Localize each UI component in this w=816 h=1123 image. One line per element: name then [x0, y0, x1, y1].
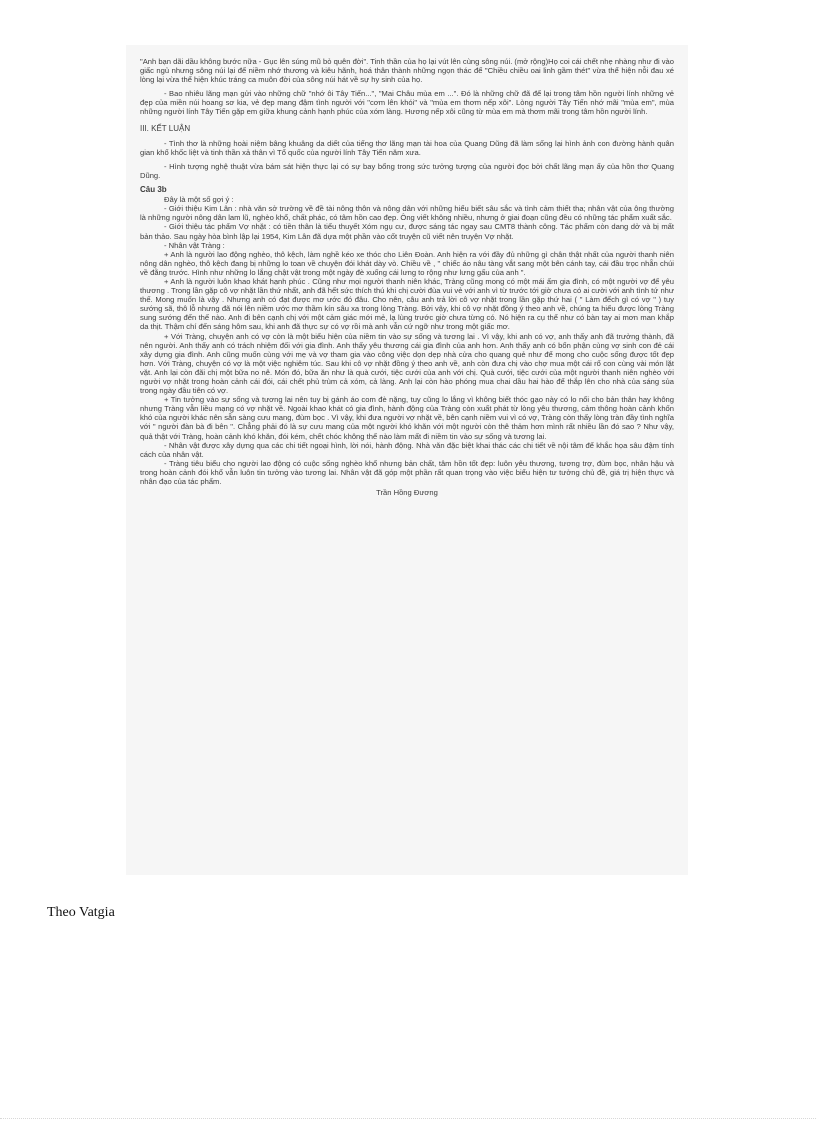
- paragraph: - Giới thiệu Kim Lân : nhà văn sở trường về đề tài nông thôn và nông dân với những hiểu biết sâu sắc và tình cảm thiết tha; nhân vật của ông thường là những người nông dân lam lũ, nghèo khổ, chất phác, có tâm hồn cao đẹp. Ông viết không nhiều, nhưng ở giai đoạn cũng đều có những tác phẩm xuất sắc.: [140, 204, 674, 223]
- question-heading: Câu 3b: [140, 185, 167, 195]
- paragraph: - Nhân vật được xây dựng qua các chi tiết ngoại hình, lời nói, hành động. Nhà văn đặc biệt khai thác các chi tiết về nội tâm để khắc họa sâu đậm tính cách của nhân vật.: [140, 440, 674, 459]
- paragraph: + Anh là người lao động nghèo, thô kệch, làm nghề kéo xe thóc cho Liên Đoàn. Anh hiện ra với đầy đủ những gì chân thật nhất của người thanh niên nông dân nghèo, thô kệch đang bị những lo toan về chuyện đói khát dày vò. Chiều về , " chiếc áo nâu tàng vắt sang một bên cánh tay, cái đầu trọc nhẵn chúi về đằng trước. Hình như những lo lắng chật vật trong một ngày đè xuống cái lưng to rộng như lưng gấu của anh ".: [140, 249, 674, 277]
- paragraph: - Giới thiệu tác phẩm Vợ nhặt : có tiền thân là tiểu thuyết Xóm ngụ cư, được sáng tác ngay sau CMT8 thành công. Tác phẩm còn dang dở và bị mất bản thảo. Sau ngày hòa bình lập lại 1954, Kim Lân đã dựa một phần vào cốt truyện cũ viết nên truyện Vợ nhặt.: [140, 222, 674, 241]
- source-credit: Theo Vatgia: [47, 905, 115, 920]
- paragraph: + Với Tràng, chuyện anh có vợ còn là một biểu hiện của niềm tin vào sự sống và tương lai . Vì vậy, khi anh có vợ, anh thấy anh đã trưởng thành, đã nên người. Anh thấy anh có trách nhiệm đối với gia đình. Anh thấy yêu thương cái gia đình của anh hơn. Anh thấy anh có bổn phận cùng vợ sinh con đẻ cái xây dựng gia đình. Anh cũng muốn cùng với mẹ và vợ tham gia vào công việc dọn dẹp nhà cửa cho quang quẻ như để mong cho cuộc sống được tốt đẹp hơn. Với Tràng, chuyện có vợ là một việc nghiêm túc. Sau khi cô vợ nhặt đồng ý theo anh về, anh còn đưa chị vào chợ mua một cái rổ con cùng vài món lặt vặt. Anh lại còn đãi chị một bữa no nê. Món đó, bữa ăn như là quà cưới, tiệc cưới của anh với chị. Quà cưới, tiệc cưới của một người thanh niên nghèo với người vợ nhặt trong hoàn cảnh cái đói, cái chết phủ trùm cả xóm, cả làng. Anh lại còn hào phóng mua chai dầu hai hào để thắp lên cho nhà của sáng sủa trong ngày đầu tiên có vợ.: [140, 331, 674, 396]
- paragraph: - Tràng tiêu biểu cho người lao động có cuộc sống nghèo khổ nhưng bản chất, tâm hồn tốt đẹp: luôn yêu thương, tương trợ, đùm bọc, nhân hậu và trong hoàn cảnh đói khổ vẫn luôn tin tưởng vào tương lai. Nhân vật đã góp một phần rất quan trọng vào việc biểu hiện tư tưởng chủ đề, giá trị hiện thực và nhân đạo của tác phẩm.: [140, 458, 674, 487]
- footer-divider: [0, 1118, 816, 1119]
- scanned-document-image: [126, 45, 688, 875]
- paragraph: - Tình thơ là những hoài niệm bâng khuâng da diết của tiếng thơ lãng mạn tài hoa của Quang Dũng đã làm sống lại hình ảnh con đường hành quân gian khổ khốc liệt và tinh thần xả thân vì Tổ quốc của người lính Tây Tiến năm xưa.: [140, 138, 674, 157]
- paragraph: "Anh bạn dãi dầu không bước nữa - Gục lên súng mũ bỏ quên đời". Tinh thần của họ lại vút lên cùng sông núi. (mở rộng)Họ coi cái chết nhẹ nhàng như đi vào giấc ngủ nhưng sông núi lại để niềm nhớ thương và kiêu hãnh, hoá thân thành những ngọn thác để "Chiều chiều oai linh gầm thét" vừa thể hiện nỗi đau xé lòng lại vừa thể hiện khúc tráng ca muôn đời của sông núi hát về sự hy sinh của họ.: [140, 57, 674, 85]
- section-heading: III. KẾT LUẬN: [140, 123, 191, 133]
- paragraph: - Hình tượng nghệ thuật vừa bám sát hiện thực lại có sự bay bổng trong sức tưởng tượng của người đọc bởi chất lãng mạn ấy của hồn thơ Quang Dũng.: [140, 161, 674, 180]
- paragraph: - Nhân vật Tràng :: [164, 240, 225, 250]
- author-signature: Trần Hồng Đương: [376, 488, 438, 498]
- paragraph: + Tin tưởng vào sự sống và tương lai nên tuy bị gánh áo com đè nặng, tuy cũng lo lắng vì không biết thóc gạo này có lo nổi cho bản thân hay không nhưng Tràng vẫn liều mạng có vợ nhặt về. Ngoài khao khát có gia đình, hành động của Tràng còn xuất phát từ lòng yêu thương, cảm thông hoàn cảnh khốn khó của người khác nên sẵn sàng cưu mang, đùm bọc . Vì vậy, khi đưa người vợ nhặt về, bên cạnh niềm vui vì có vợ, Tràng còn thấy lòng tràn đầy tình nghĩa với " người đàn bà đi bên ". Chẳng phải đó là sự cưu mang của một người khó khăn với một người còn thê thảm hơn mình rất nhiều lần đó sao ? Như vậy, quả thật với Tràng, hoàn cảnh khó khăn, đói kém, chết chóc không thể nào làm mất đi niềm tin vào sự sống và tương lai.: [140, 395, 674, 441]
- paragraph: Đây là một số gợi ý :: [164, 195, 234, 205]
- paragraph: + Anh là người luôn khao khát hạnh phúc . Cũng như mọi người thanh niên khác, Tràng cũng mong có một mái ấm gia đình, có một người vợ để yêu thương . Trong lần gặp cô vợ nhặt lần thứ nhất, anh đã hết sức thích thú khi chị cười đùa vui vẻ với anh vì từ trước tới giờ chưa có ai cười với anh tình tứ như thế. Mong muốn là vậy . Nhưng anh có đạt được mơ ước đó đâu. Cho nên, câu anh trả lời cô vợ nhặt trong lần gặp thứ hai ( " Làm đếch gì có vợ " ) tuy sướng sã, thô lỗ nhưng đã nói lên niềm ước mơ thầm kín sâu xa trong lòng Tràng. Bởi vậy, khi cô vợ nhặt đồng ý theo anh về, chúng ta hiểu được lòng Tràng sung sướng đến thế nào. Anh đi bên cạnh chị với một cảm giác mới mẻ, lạ lùng trước giờ chưa từng có. Nó hiện ra cụ thể như có bàn tay ai mơn man khắp da thịt. Thậm chí đến sáng hôm sau, khi anh đã thực sự có vợ rồi mà anh vẫn cứ ngỡ như trong một giấc mơ.: [140, 276, 674, 332]
- paragraph: - Bao nhiêu lãng mạn gửi vào những chữ "nhớ ôi Tây Tiến...", "Mai Châu mùa em ...". Đó là những chữ đã để lại trong tâm hồn người lính những vẻ đẹp của miền núi hoang sơ kia, vẻ đẹp mang đậm tình người với "cơm lên khói" và "mùa em thơm nếp xôi". Lòng người Tây Tiến nhớ mãi "mùa em", mùa những người lính Tây Tiến gặp em giữa khung cảnh hạnh phúc của xóm làng. Hương nếp xôi cũng từ mùa em mà thơm mãi trong tâm hồn người lính.: [140, 89, 674, 117]
